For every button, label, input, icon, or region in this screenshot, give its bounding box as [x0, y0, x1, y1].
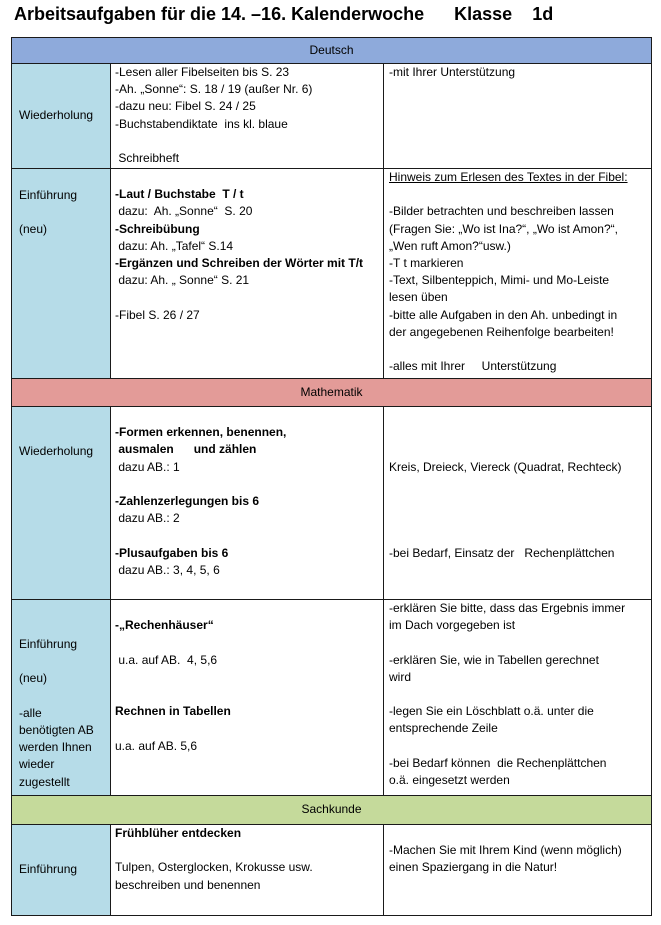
note-line	[389, 634, 646, 651]
page-title	[14, 2, 553, 26]
section-header-deutsch	[12, 38, 652, 64]
note-line: -erklären Sie, wie in Tabellen gerechnet	[389, 652, 599, 667]
note-line: im Dach vorgegeben ist	[389, 618, 516, 633]
tasks-cell	[111, 600, 384, 796]
label-line: Einführung	[19, 637, 78, 651]
note-line: -legen Sie ein Löschblatt o.ä. unter die	[389, 704, 594, 719]
section-header-sachkunde	[12, 796, 652, 825]
task-line: -Schreibübung	[115, 221, 200, 236]
task-line: -„Rechenhäuser“	[115, 618, 214, 633]
note-line	[389, 510, 646, 527]
task-line	[115, 686, 378, 703]
note-line	[389, 407, 646, 424]
task-line: -Buchstabendiktate ins kl. blaue	[115, 116, 288, 131]
task-line: Schreibheft	[115, 151, 180, 165]
section-title-deutsch: Deutsch	[12, 38, 652, 64]
task-line: -Plusaufgaben bis 6	[115, 545, 229, 560]
label-line: wieder	[19, 757, 55, 772]
note-line	[389, 527, 646, 544]
task-line: beschreiben und benennen	[115, 877, 261, 892]
task-line	[115, 289, 378, 306]
task-line: dazu AB.: 3, 4, 5, 6	[115, 562, 220, 577]
row-label: Wiederholung	[12, 407, 111, 600]
task-line: dazu: Ah. „ Sonne“ S. 21	[115, 273, 250, 288]
task-line	[115, 720, 378, 737]
row-label	[12, 169, 111, 379]
note-line: lesen üben	[389, 290, 448, 305]
note-line	[389, 493, 646, 510]
label-line: -alle	[19, 705, 42, 720]
task-line	[115, 133, 378, 150]
task-line: ausmalen und zählen	[115, 442, 257, 457]
section-header-mathematik	[12, 379, 652, 407]
row-label: Einführung	[12, 825, 111, 916]
note-line: „Wen ruft Amon?“usw.)	[389, 238, 511, 253]
table-row	[12, 407, 652, 600]
task-line	[115, 600, 378, 617]
note-line: der angegebenen Reihenfolge bearbeiten!	[389, 324, 614, 339]
task-line	[115, 669, 378, 686]
task-line: -Zahlenzerlegungen bis 6	[115, 493, 260, 508]
label-line: werden Ihnen	[19, 740, 92, 755]
task-line	[115, 842, 378, 859]
note-line	[389, 441, 646, 458]
task-line	[115, 169, 378, 186]
table-row	[12, 825, 652, 916]
note-line: -bei Bedarf, Einsatz der Rechenplättchen	[389, 545, 615, 560]
note-line: -Bilder betrachten und beschreiben lassen	[389, 204, 614, 219]
label-line	[19, 653, 107, 670]
tasks-cell	[111, 64, 384, 169]
note-line: -Text, Silbenteppich, Mimi- und Mo-Leiste	[389, 273, 610, 288]
task-line: -Ah. „Sonne“: S. 18 / 19 (außer Nr. 6)	[115, 82, 313, 97]
class-value: 1d	[532, 4, 554, 24]
note-line	[389, 424, 646, 441]
task-line: Frühblüher entdecken	[115, 826, 242, 840]
note-line: wird	[389, 669, 412, 684]
note-line: -Machen Sie mit Ihrem Kind (wenn möglich)	[389, 843, 622, 858]
notes-cell	[384, 64, 652, 169]
row-label: Wiederholung	[12, 64, 111, 169]
task-line	[115, 634, 378, 651]
section-title-mathematik: Mathematik	[12, 379, 652, 407]
task-line: u.a. auf AB. 5,6	[115, 738, 198, 753]
task-line: -Laut / Buchstabe T / t	[115, 187, 244, 202]
note-line: o.ä. eingesetzt werden	[389, 772, 510, 787]
table-row	[12, 64, 652, 169]
note-line: einen Spaziergang in die Natur!	[389, 860, 558, 875]
task-line: -Formen erkennen, benennen,	[115, 425, 287, 440]
task-line: u.a. auf AB. 4, 5,6	[115, 652, 218, 667]
task-line: dazu: Ah. „Sonne“ S. 20	[115, 204, 253, 219]
class-label: Klasse	[454, 4, 513, 24]
table-row	[12, 169, 652, 379]
notes-cell	[384, 169, 652, 379]
note-line	[389, 476, 646, 493]
notes-heading: Hinweis zum Erlesen des Textes in der Fibel:	[389, 170, 628, 184]
task-line: dazu: Ah. „Tafel“ S.14	[115, 238, 234, 253]
label-line	[19, 688, 107, 705]
row-label	[12, 600, 111, 796]
task-line: -Ergänzen und Schreiben der Wörter mit T/t	[115, 256, 364, 270]
task-line: Rechnen in Tabellen	[115, 704, 231, 719]
task-table	[11, 37, 652, 916]
label-line: benötigten AB	[19, 722, 94, 737]
note-line: -mit Ihrer Unterstützung	[389, 65, 516, 79]
notes-cell	[384, 407, 652, 600]
note-line	[389, 825, 646, 842]
task-line	[115, 476, 378, 493]
tasks-cell	[111, 825, 384, 916]
notes-cell	[384, 600, 652, 796]
note-line: entsprechende Zeile	[389, 721, 498, 736]
label-line: (neu)	[19, 222, 48, 237]
label-line: Einführung	[19, 188, 78, 202]
note-line: (Fragen Sie: „Wo ist Ina?“, „Wo ist Amon?“,	[389, 221, 618, 236]
tasks-cell	[111, 407, 384, 600]
title-text: Arbeitsaufgaben für die 14. –16. Kalenderwoche	[14, 4, 425, 24]
section-title-sachkunde: Sachkunde	[12, 796, 652, 825]
note-line	[389, 186, 646, 203]
notes-cell	[384, 825, 652, 916]
task-line: -Fibel S. 26 / 27	[115, 307, 200, 322]
table-row	[12, 600, 652, 796]
note-line	[389, 341, 646, 358]
note-line: Kreis, Dreieck, Viereck (Quadrat, Rechteck)	[389, 459, 622, 474]
label-line	[19, 204, 107, 221]
task-line: dazu AB.: 2	[115, 511, 180, 526]
tasks-cell	[111, 169, 384, 379]
task-line: dazu AB.: 1	[115, 459, 180, 474]
task-line: -dazu neu: Fibel S. 24 / 25	[115, 99, 256, 114]
note-line: -erklären Sie bitte, dass das Ergebnis immer	[389, 601, 626, 615]
note-line: -T t markieren	[389, 256, 464, 270]
task-line	[115, 407, 378, 424]
note-line	[389, 738, 646, 755]
label-line: zugestellt	[19, 774, 70, 789]
note-line: -bitte alle Aufgaben in den Ah. unbedingt in	[389, 307, 618, 322]
task-line: -Lesen aller Fibelseiten bis S. 23	[115, 65, 290, 79]
note-line: -alles mit Ihrer Unterstützung	[389, 359, 557, 374]
task-line	[115, 527, 378, 544]
task-line: Tulpen, Osterglocken, Krokusse usw.	[115, 860, 313, 875]
note-line: -bei Bedarf können die Rechenplättchen	[389, 755, 607, 770]
note-line	[389, 686, 646, 703]
label-line: (neu)	[19, 671, 48, 686]
